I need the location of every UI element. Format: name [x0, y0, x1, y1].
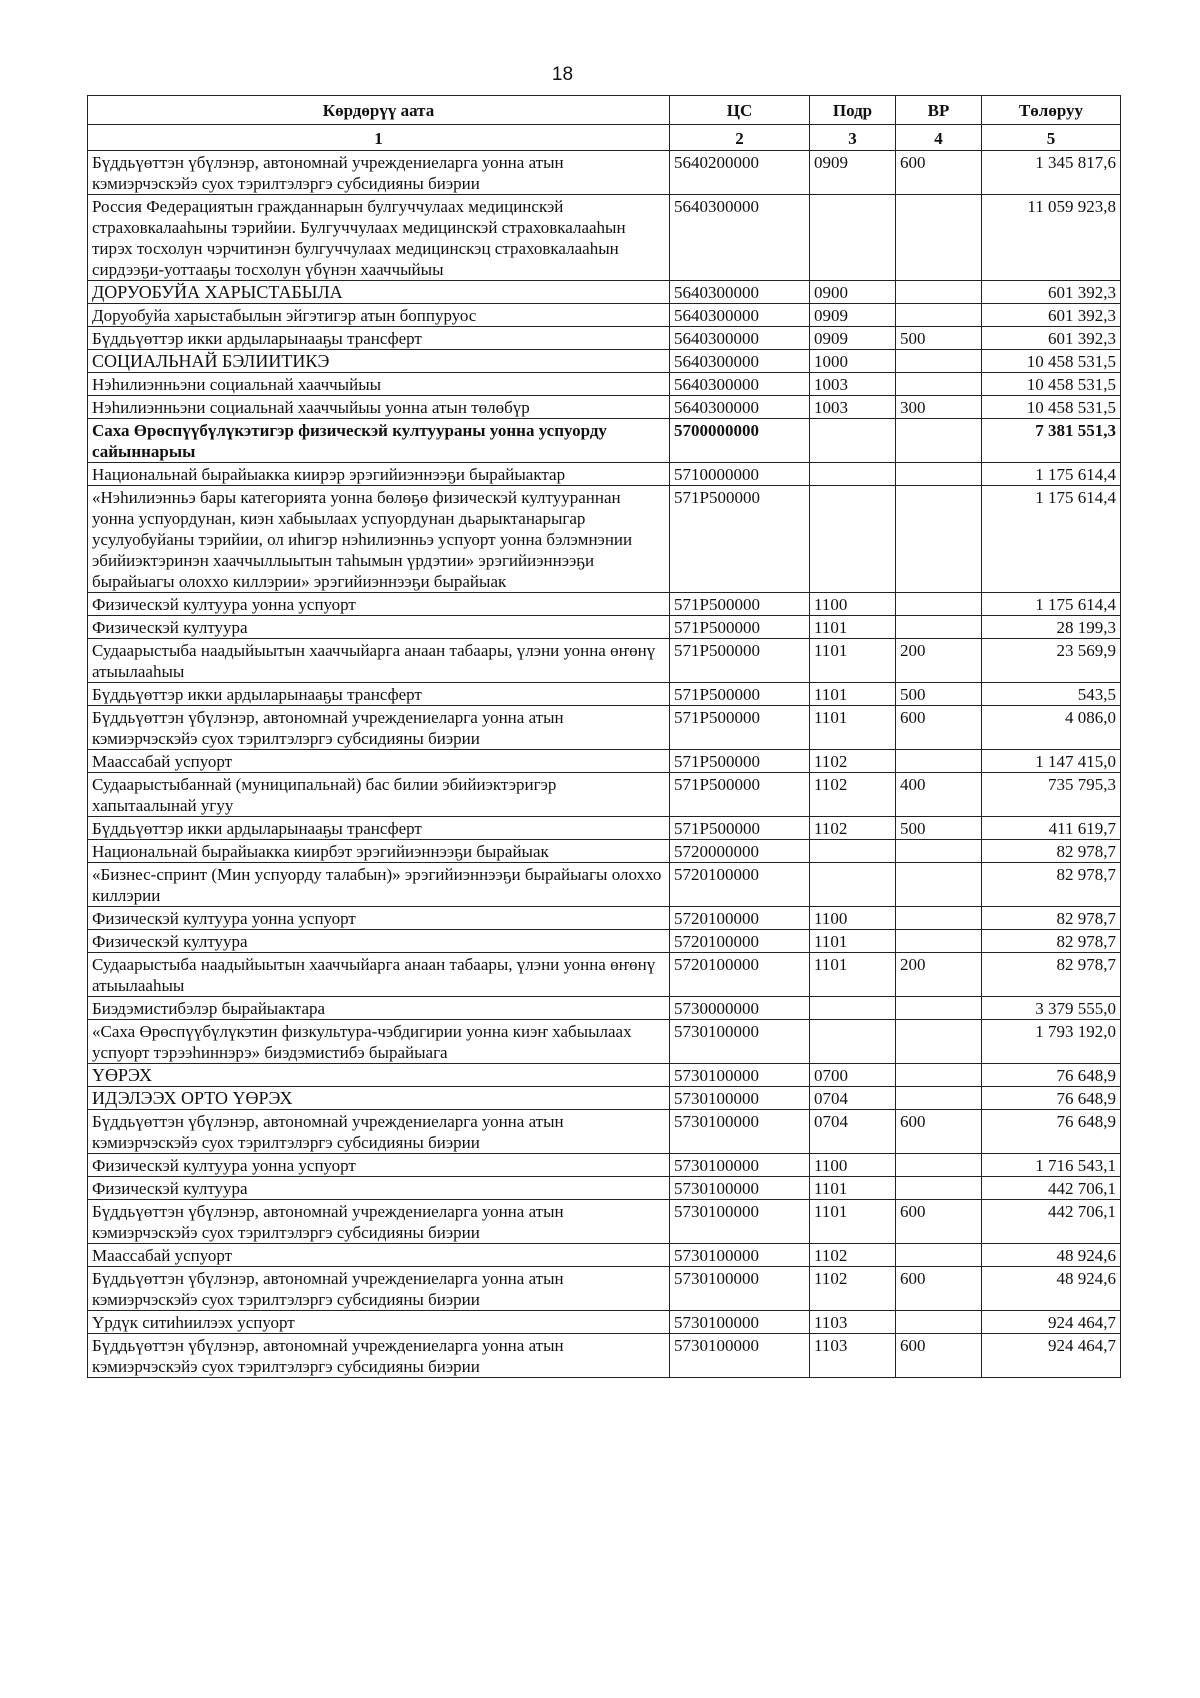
row-vr-code: 600 [896, 151, 982, 195]
row-amount: 10 458 531,5 [982, 350, 1121, 373]
row-cs-code: 5720100000 [670, 907, 810, 930]
row-vr-code [896, 1244, 982, 1267]
row-vr-code [896, 1311, 982, 1334]
row-podr-code: 1100 [810, 907, 896, 930]
table-row [88, 863, 1121, 907]
row-name: Бүддьүөттэр икки ардыларынааҕы трансферт [88, 817, 670, 840]
column-number: 1 [88, 125, 670, 151]
table-row [88, 281, 1121, 304]
row-amount: 1 345 817,6 [982, 151, 1121, 195]
row-name: Судаарыстыба наадыйыытын хааччыйарга анаан табаары, үлэни уонна өҥөнү атыылааһыы [88, 953, 670, 997]
table-row [88, 997, 1121, 1020]
row-name: Физическэй култуура [88, 930, 670, 953]
row-podr-code: 1102 [810, 1244, 896, 1267]
row-cs-code: 5720000000 [670, 840, 810, 863]
table-row [88, 463, 1121, 486]
row-vr-code: 600 [896, 1267, 982, 1311]
row-name: Бүддьүөттэн үбүлэнэр, автономнай учреждениеларга уонна атын кэмиэрчэскэйэ суох тэрилтэлэргэ субсидияны биэрии [88, 1267, 670, 1311]
table-row [88, 486, 1121, 593]
row-amount: 10 458 531,5 [982, 396, 1121, 419]
row-cs-code: 571P500000 [670, 616, 810, 639]
row-name: Биэдэмистибэлэр бырайыактара [88, 997, 670, 1020]
row-amount: 48 924,6 [982, 1244, 1121, 1267]
row-amount: 23 569,9 [982, 639, 1121, 683]
row-podr-code: 0704 [810, 1110, 896, 1154]
row-vr-code [896, 593, 982, 616]
column-number-row [88, 125, 1121, 151]
row-name: Физическэй култуура [88, 1177, 670, 1200]
row-cs-code: 5730100000 [670, 1087, 810, 1110]
row-amount: 76 648,9 [982, 1064, 1121, 1087]
row-cs-code: 5640300000 [670, 396, 810, 419]
row-cs-code: 5730100000 [670, 1267, 810, 1311]
row-cs-code: 571P500000 [670, 773, 810, 817]
row-cs-code: 5730100000 [670, 1110, 810, 1154]
row-name: Маассабай успуорт [88, 1244, 670, 1267]
table-row [88, 750, 1121, 773]
row-podr-code: 0909 [810, 304, 896, 327]
row-amount: 82 978,7 [982, 953, 1121, 997]
column-number: 5 [982, 125, 1121, 151]
row-podr-code: 1101 [810, 639, 896, 683]
table-row [88, 706, 1121, 750]
row-cs-code: 5730100000 [670, 1177, 810, 1200]
row-podr-code [810, 419, 896, 463]
header-indicator-name: Көрдөрүү аата [88, 96, 670, 125]
row-vr-code [896, 863, 982, 907]
table-row [88, 419, 1121, 463]
budget-table [87, 95, 1121, 1378]
row-amount: 76 648,9 [982, 1110, 1121, 1154]
column-number: 2 [670, 125, 810, 151]
row-amount: 1 147 415,0 [982, 750, 1121, 773]
row-vr-code [896, 997, 982, 1020]
row-amount: 28 199,3 [982, 616, 1121, 639]
row-name: ИДЭЛЭЭХ ОРТО ҮӨРЭХ [88, 1087, 670, 1110]
row-vr-code [896, 486, 982, 593]
header-cs: ЦС [670, 96, 810, 125]
row-name: Физическэй култуура уонна успуорт [88, 1154, 670, 1177]
row-podr-code: 1101 [810, 953, 896, 997]
row-cs-code: 571P500000 [670, 683, 810, 706]
row-amount: 543,5 [982, 683, 1121, 706]
table-row [88, 1334, 1121, 1378]
row-name: Доруобуйа харыстабылын эйгэтигэр атын боппуруос [88, 304, 670, 327]
row-vr-code [896, 281, 982, 304]
row-amount: 1 175 614,4 [982, 463, 1121, 486]
row-vr-code: 500 [896, 683, 982, 706]
row-podr-code [810, 486, 896, 593]
table-body [88, 151, 1121, 1378]
row-vr-code: 600 [896, 1200, 982, 1244]
row-amount: 601 392,3 [982, 327, 1121, 350]
row-vr-code [896, 1064, 982, 1087]
row-name: Саха Өрөспүүбүлүкэтигэр физическэй култуураны уонна успуорду сайыннарыы [88, 419, 670, 463]
row-podr-code: 1101 [810, 1200, 896, 1244]
row-podr-code: 1100 [810, 593, 896, 616]
row-vr-code: 600 [896, 1334, 982, 1378]
row-podr-code [810, 840, 896, 863]
table-row [88, 907, 1121, 930]
row-amount: 10 458 531,5 [982, 373, 1121, 396]
row-podr-code: 1101 [810, 683, 896, 706]
row-podr-code: 1100 [810, 1154, 896, 1177]
row-vr-code: 600 [896, 706, 982, 750]
table-row [88, 1110, 1121, 1154]
row-podr-code: 1102 [810, 1267, 896, 1311]
row-amount: 601 392,3 [982, 281, 1121, 304]
row-name: Бүддьүөттэн үбүлэнэр, автономнай учреждениеларга уонна атын кэмиэрчэскэйэ суох тэрилтэлэргэ субсидияны биэрии [88, 1334, 670, 1378]
row-cs-code: 5730100000 [670, 1244, 810, 1267]
row-podr-code [810, 1020, 896, 1064]
row-name: СОЦИАЛЬНАЙ БЭЛИИТИКЭ [88, 350, 670, 373]
table-row [88, 350, 1121, 373]
row-podr-code: 1102 [810, 750, 896, 773]
row-amount: 601 392,3 [982, 304, 1121, 327]
row-vr-code: 600 [896, 1110, 982, 1154]
table-row [88, 1177, 1121, 1200]
row-podr-code: 1101 [810, 930, 896, 953]
table-row [88, 1200, 1121, 1244]
row-podr-code: 1003 [810, 396, 896, 419]
row-podr-code: 1101 [810, 616, 896, 639]
row-cs-code: 5730100000 [670, 1200, 810, 1244]
row-podr-code: 1102 [810, 817, 896, 840]
header-vr: ВР [896, 96, 982, 125]
row-name: Бүддьүөттэн үбүлэнэр, автономнай учреждениеларга уонна атын кэмиэрчэскэйэ суох тэрилтэлэргэ субсидияны биэрии [88, 1110, 670, 1154]
row-vr-code [896, 1177, 982, 1200]
row-amount: 7 381 551,3 [982, 419, 1121, 463]
row-amount: 1 793 192,0 [982, 1020, 1121, 1064]
table-row [88, 683, 1121, 706]
row-cs-code: 5730100000 [670, 1334, 810, 1378]
row-cs-code: 5730100000 [670, 1064, 810, 1087]
row-amount: 82 978,7 [982, 930, 1121, 953]
row-cs-code: 571P500000 [670, 750, 810, 773]
row-vr-code [896, 616, 982, 639]
table-row [88, 327, 1121, 350]
table-row [88, 1087, 1121, 1110]
row-cs-code: 5710000000 [670, 463, 810, 486]
row-name: «Саха Өрөспүүбүлүкэтин физкультура-чэбдигирии уонна киэҥ хабыылаах успуорт тэрээһиннэрэ» биэдэмистибэ бырайыага [88, 1020, 670, 1064]
row-cs-code: 5720100000 [670, 863, 810, 907]
row-name: Бүддьүөттэн үбүлэнэр, автономнай учреждениеларга уонна атын кэмиэрчэскэйэ суох тэрилтэлэргэ субсидияны биэрии [88, 151, 670, 195]
row-amount: 1 175 614,4 [982, 486, 1121, 593]
table-row [88, 1244, 1121, 1267]
row-cs-code: 5640300000 [670, 195, 810, 281]
row-cs-code: 571P500000 [670, 593, 810, 616]
row-cs-code: 5730100000 [670, 1020, 810, 1064]
row-cs-code: 571P500000 [670, 706, 810, 750]
row-name: Маассабай успуорт [88, 750, 670, 773]
row-podr-code: 1101 [810, 706, 896, 750]
column-number: 3 [810, 125, 896, 151]
row-vr-code [896, 463, 982, 486]
row-amount: 411 619,7 [982, 817, 1121, 840]
row-amount: 442 706,1 [982, 1177, 1121, 1200]
row-cs-code: 5640300000 [670, 304, 810, 327]
row-amount: 1 716 543,1 [982, 1154, 1121, 1177]
table-row [88, 773, 1121, 817]
row-vr-code [896, 1020, 982, 1064]
row-name: Нэһилиэнньэни социальнай хааччыйыы [88, 373, 670, 396]
row-amount: 1 175 614,4 [982, 593, 1121, 616]
row-vr-code [896, 930, 982, 953]
row-cs-code: 5730100000 [670, 1154, 810, 1177]
table-row [88, 1020, 1121, 1064]
row-name: Национальнай бырайыакка киирэр эрэгийиэннээҕи бырайыактар [88, 463, 670, 486]
row-cs-code: 5640300000 [670, 327, 810, 350]
row-podr-code: 1003 [810, 373, 896, 396]
header-row [88, 96, 1121, 125]
row-name: Судаарыстыбаннай (муниципальнай) бас билии эбийиэктэригэр хапытаалынай угуу [88, 773, 670, 817]
row-name: Национальнай бырайыакка киирбэт эрэгийиэннээҕи бырайыак [88, 840, 670, 863]
row-amount: 11 059 923,8 [982, 195, 1121, 281]
row-name: Судаарыстыба наадыйыытын хааччыйарга анаан табаары, үлэни уонна өҥөнү атыылааһыы [88, 639, 670, 683]
row-cs-code: 5640300000 [670, 373, 810, 396]
row-podr-code: 0900 [810, 281, 896, 304]
row-vr-code [896, 350, 982, 373]
row-name: Бүддьүөттэн үбүлэнэр, автономнай учреждениеларга уонна атын кэмиэрчэскэйэ суох тэрилтэлэргэ субсидияны биэрии [88, 1200, 670, 1244]
row-name: Физическэй култуура уонна успуорт [88, 593, 670, 616]
table-row [88, 151, 1121, 195]
row-cs-code: 571P500000 [670, 486, 810, 593]
row-amount: 82 978,7 [982, 863, 1121, 907]
table-row [88, 1311, 1121, 1334]
table-row [88, 593, 1121, 616]
row-vr-code: 500 [896, 327, 982, 350]
row-cs-code: 571P500000 [670, 817, 810, 840]
row-name: Нэһилиэнньэни социальнай хааччыйыы уонна атын төлөбүр [88, 396, 670, 419]
row-name: Үрдүк ситиһиилээх успуорт [88, 1311, 670, 1334]
row-vr-code [896, 840, 982, 863]
table-row [88, 1154, 1121, 1177]
column-number: 4 [896, 125, 982, 151]
table-row [88, 1267, 1121, 1311]
row-vr-code [896, 1154, 982, 1177]
row-name: Бүддьүөттэр икки ардыларынааҕы трансферт [88, 683, 670, 706]
page-number: 18 [551, 64, 574, 85]
row-cs-code: 5640200000 [670, 151, 810, 195]
row-vr-code: 500 [896, 817, 982, 840]
row-name: Физическэй култуура уонна успуорт [88, 907, 670, 930]
row-cs-code: 5640300000 [670, 281, 810, 304]
row-amount: 4 086,0 [982, 706, 1121, 750]
row-amount: 82 978,7 [982, 840, 1121, 863]
row-name: Россия Федерациятын гражданнарын булгуччулаах медицинскэй страховкалааһыны тэрийии. Булгуччулаах медицинскэй страховкалааһын тирэх тосхолун чэрчитинэн булгуччулаах медицинскэц страховкалааһын сирдээҕи-уоттааҕы тосхолун үбүнэн хааччыйыы [88, 195, 670, 281]
row-podr-code [810, 997, 896, 1020]
row-name: ДОРУОБУЙА ХАРЫСТАБЫЛА [88, 281, 670, 304]
row-vr-code [896, 907, 982, 930]
table-row [88, 840, 1121, 863]
row-vr-code: 200 [896, 639, 982, 683]
row-podr-code: 0700 [810, 1064, 896, 1087]
row-podr-code: 0704 [810, 1087, 896, 1110]
row-cs-code: 5730100000 [670, 1311, 810, 1334]
table-row [88, 930, 1121, 953]
table-row [88, 953, 1121, 997]
row-amount: 924 464,7 [982, 1311, 1121, 1334]
row-amount: 735 795,3 [982, 773, 1121, 817]
row-amount: 924 464,7 [982, 1334, 1121, 1378]
row-cs-code: 5730000000 [670, 997, 810, 1020]
row-vr-code [896, 1087, 982, 1110]
row-name: «Бизнес-спринт (Мин успуорду талабын)» эрэгийиэннээҕи бырайыагы олоххо киллэрии [88, 863, 670, 907]
row-podr-code [810, 463, 896, 486]
row-vr-code [896, 373, 982, 396]
row-name: ҮӨРЭХ [88, 1064, 670, 1087]
row-cs-code: 5700000000 [670, 419, 810, 463]
row-cs-code: 5720100000 [670, 930, 810, 953]
row-vr-code [896, 195, 982, 281]
row-podr-code: 1102 [810, 773, 896, 817]
table-row [88, 195, 1121, 281]
table-row [88, 396, 1121, 419]
row-vr-code: 300 [896, 396, 982, 419]
row-vr-code [896, 304, 982, 327]
row-vr-code [896, 750, 982, 773]
row-amount: 48 924,6 [982, 1267, 1121, 1311]
row-podr-code [810, 195, 896, 281]
table-row [88, 817, 1121, 840]
row-name: Бүддьүөттэн үбүлэнэр, автономнай учреждениеларга уонна атын кэмиэрчэскэйэ суох тэрилтэлэргэ субсидияны биэрии [88, 706, 670, 750]
row-vr-code: 200 [896, 953, 982, 997]
row-podr-code: 1103 [810, 1311, 896, 1334]
row-podr-code: 0909 [810, 327, 896, 350]
row-cs-code: 5640300000 [670, 350, 810, 373]
row-cs-code: 571P500000 [670, 639, 810, 683]
header-podr: Подр [810, 96, 896, 125]
row-podr-code: 0909 [810, 151, 896, 195]
row-amount: 3 379 555,0 [982, 997, 1121, 1020]
row-podr-code: 1000 [810, 350, 896, 373]
row-amount: 76 648,9 [982, 1087, 1121, 1110]
row-name: «Нэһилиэнньэ бары категорията уонна бөлөҕө физическэй култуураннан уонна успуордунан, киэн хабыылаах успуордунан дьарыктанарыгар усулуобуйаны тэрийии, ол иһигэр нэһилиэнньэ успуорт уонна бэлэмнэнии эбийиэктэринэн хааччыллыытын таһымын үрдэтии» эрэгийиэннээҕи бырайыагы олоххо киллэрии» эрэгийиэннээҕи бырайыак [88, 486, 670, 593]
table-row [88, 616, 1121, 639]
row-amount: 82 978,7 [982, 907, 1121, 930]
row-podr-code: 1101 [810, 1177, 896, 1200]
table-row [88, 373, 1121, 396]
row-podr-code [810, 863, 896, 907]
row-podr-code: 1103 [810, 1334, 896, 1378]
row-vr-code [896, 419, 982, 463]
header-amount: Төлөруу [982, 96, 1121, 125]
row-vr-code: 400 [896, 773, 982, 817]
table-row [88, 1064, 1121, 1087]
row-cs-code: 5720100000 [670, 953, 810, 997]
row-name: Физическэй култуура [88, 616, 670, 639]
table-row [88, 304, 1121, 327]
table-row [88, 639, 1121, 683]
row-amount: 442 706,1 [982, 1200, 1121, 1244]
row-name: Бүддьүөттэр икки ардыларынааҕы трансферт [88, 327, 670, 350]
